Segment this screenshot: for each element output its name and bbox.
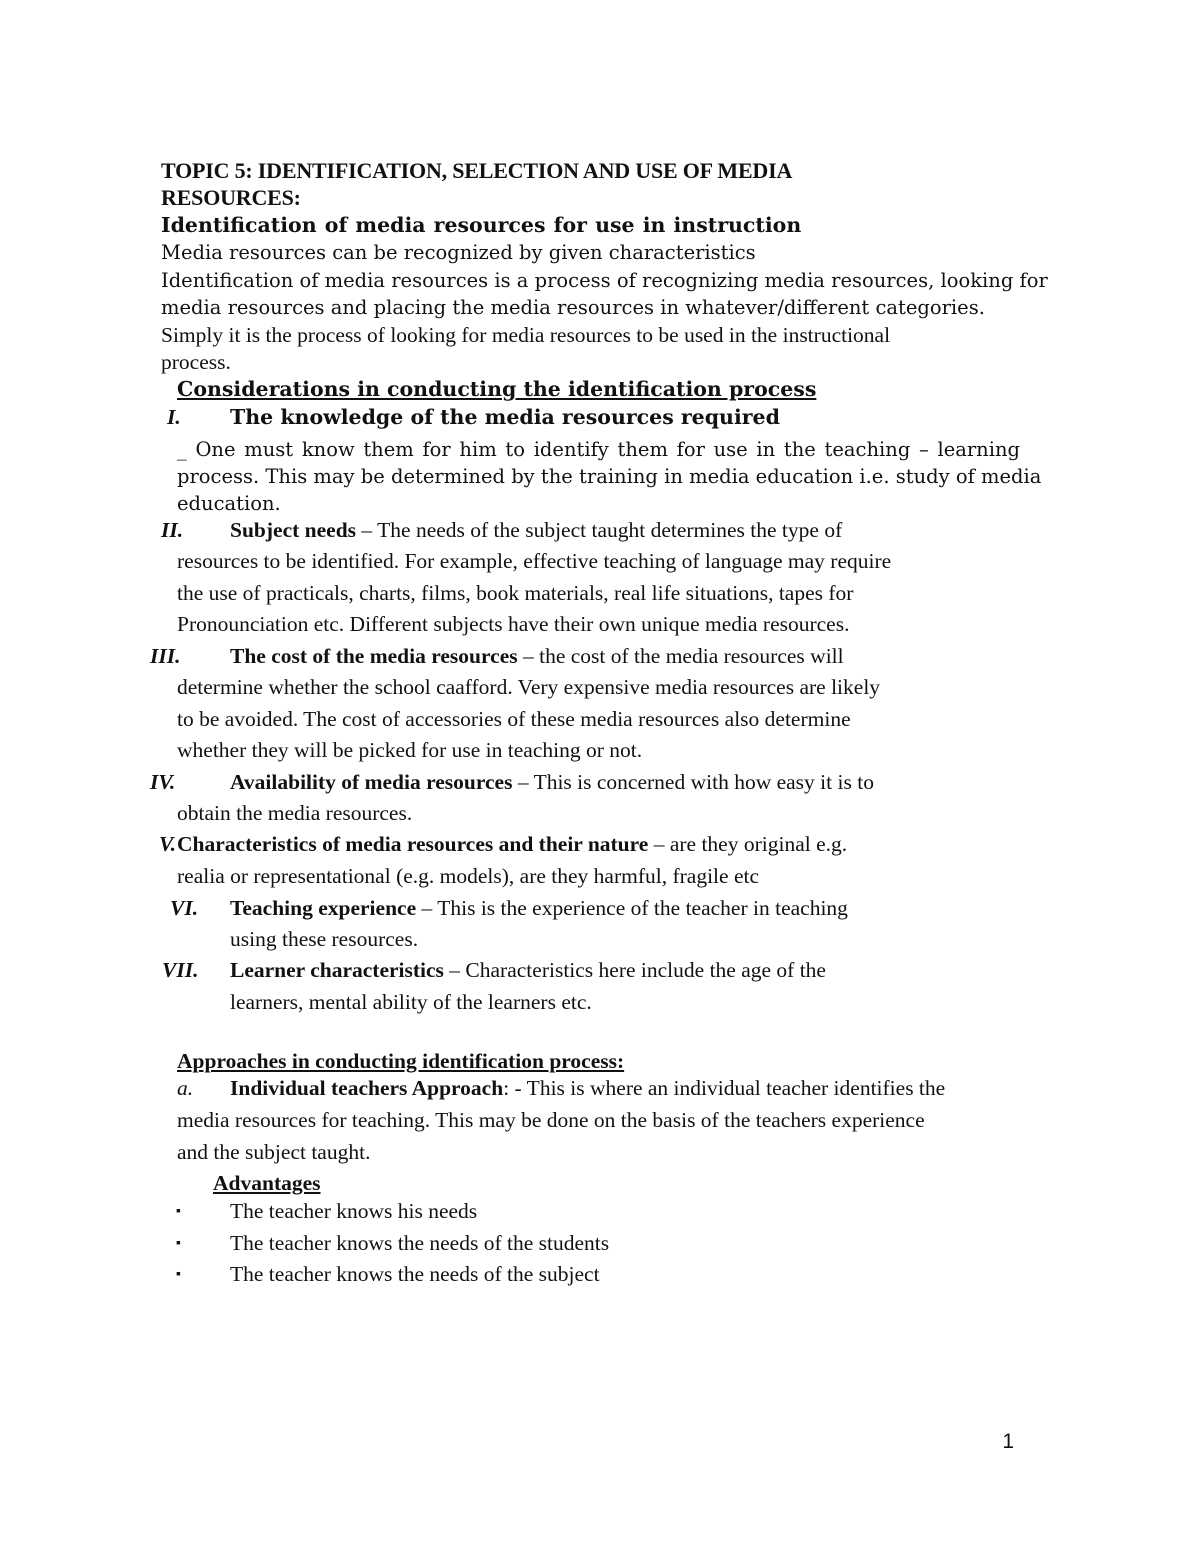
item-i-line-2: process. This may be determined by the training in media education i.e. study of media	[177, 465, 1042, 488]
approach-a-line-2: and the subject taught.	[177, 1140, 371, 1164]
item-v-first-line	[177, 831, 847, 858]
approach-a-heading: Individual teachers Approach	[230, 1076, 504, 1100]
item-i-line-1: _ One must know them for him to identify them for use in the teaching – learning	[177, 438, 1021, 461]
item-v-line-1: realia or representational (e.g. models), are they harmful, fragile etc	[177, 864, 760, 888]
intro-line-1: Media resources can be recognized by given characteristics	[161, 241, 756, 264]
item-iv-first-line	[230, 769, 874, 796]
item-iv-line-1: obtain the media resources.	[177, 801, 413, 825]
item-ii-line-1: resources to be identified. For example, effective teaching of language may require	[177, 549, 892, 573]
item-vii-first-line	[230, 957, 826, 984]
item-vi-first-text: – This is the experience of the teacher in teaching	[416, 896, 848, 920]
item-iii-line-1: determine whether the school caafford. Very expensive media resources are likely	[177, 675, 881, 699]
approach-a-number: a.	[177, 1076, 194, 1100]
item-vi-first-line	[230, 895, 848, 922]
item-iii-first-line	[230, 643, 844, 670]
item-vii-first-text: – Characteristics here include the age of the	[443, 958, 826, 982]
item-ii-line-3: Pronounciation etc. Different subjects have their own unique media resources.	[177, 612, 850, 636]
advantages-heading: Advantages	[213, 1171, 321, 1195]
approach-a-first-line	[230, 1075, 945, 1102]
approach-a-first-text: : - This is where an individual teacher identifies the	[503, 1076, 946, 1100]
item-heading-ii: Subject needs	[230, 518, 357, 542]
item-number-vii: VII.	[162, 958, 199, 982]
item-i-line-3: education.	[177, 492, 281, 515]
item-heading-vi: Teaching experience	[230, 896, 417, 920]
item-number-iii: III.	[150, 644, 181, 668]
item-heading-v: Characteristics of media resources and their nature	[177, 832, 649, 856]
intro-line-3: media resources and placing the media resources in whatever/different categories.	[161, 296, 985, 319]
item-ii-first-line	[230, 517, 842, 544]
title-line-1: TOPIC 5: IDENTIFICATION, SELECTION AND USE OF MEDIA	[161, 158, 793, 183]
item-number-vi: VI.	[170, 896, 199, 920]
item-number-ii: II.	[161, 518, 184, 542]
item-ii-line-2: the use of practicals, charts, films, book materials, real life situations, tapes for	[177, 581, 854, 605]
item-ii-first-text: – The needs of the subject taught determines the type of	[356, 518, 843, 542]
item-heading-vii: Learner characteristics	[230, 958, 444, 982]
item-vi-line-1: using these resources.	[230, 927, 419, 951]
bullet-icon: ▪	[176, 1236, 181, 1251]
item-v-first-text: – are they original e.g.	[648, 832, 848, 856]
item-number-i: I.	[167, 405, 181, 429]
advantage-item-1: The teacher knows his needs	[230, 1199, 478, 1223]
page-number: 1	[1002, 1430, 1014, 1453]
approaches-heading: Approaches in conducting identification process:	[177, 1049, 625, 1073]
item-heading-iv: Availability of media resources	[230, 770, 513, 794]
advantage-item-3: The teacher knows the needs of the subject	[230, 1262, 600, 1286]
title-line-2: RESOURCES:	[161, 185, 301, 210]
considerations-heading: Considerations in conducting the identification process	[177, 377, 817, 401]
item-iv-first-text: – This is concerned with how easy it is to	[512, 770, 874, 794]
item-iii-line-3: whether they will be picked for use in teaching or not.	[177, 738, 643, 762]
item-iii-first-text: – the cost of the media resources will	[517, 644, 844, 668]
bullet-icon: ▪	[176, 1267, 181, 1282]
intro-line-4: Simply it is the process of looking for media resources to be used in the instructional	[161, 323, 891, 347]
item-vii-line-1: learners, mental ability of the learners etc.	[230, 990, 592, 1014]
approach-a-line-1: media resources for teaching. This may be done on the basis of the teachers experience	[177, 1108, 925, 1132]
advantage-item-2: The teacher knows the needs of the students	[230, 1231, 610, 1255]
intro-line-5: process.	[161, 350, 231, 374]
intro-line-2: Identification of media resources is a process of recognizing media resources, looking for	[161, 269, 1048, 292]
item-number-v: V.	[159, 832, 176, 856]
item-number-iv: IV.	[150, 770, 176, 794]
item-heading-i: The knowledge of the media resources required	[230, 405, 780, 429]
bullet-icon: ▪	[176, 1204, 181, 1219]
item-heading-iii: The cost of the media resources	[230, 644, 518, 668]
item-iii-line-2: to be avoided. The cost of accessories of these media resources also determine	[177, 707, 851, 731]
section-heading-identification: Identification of media resources for use in instruction	[161, 213, 802, 237]
